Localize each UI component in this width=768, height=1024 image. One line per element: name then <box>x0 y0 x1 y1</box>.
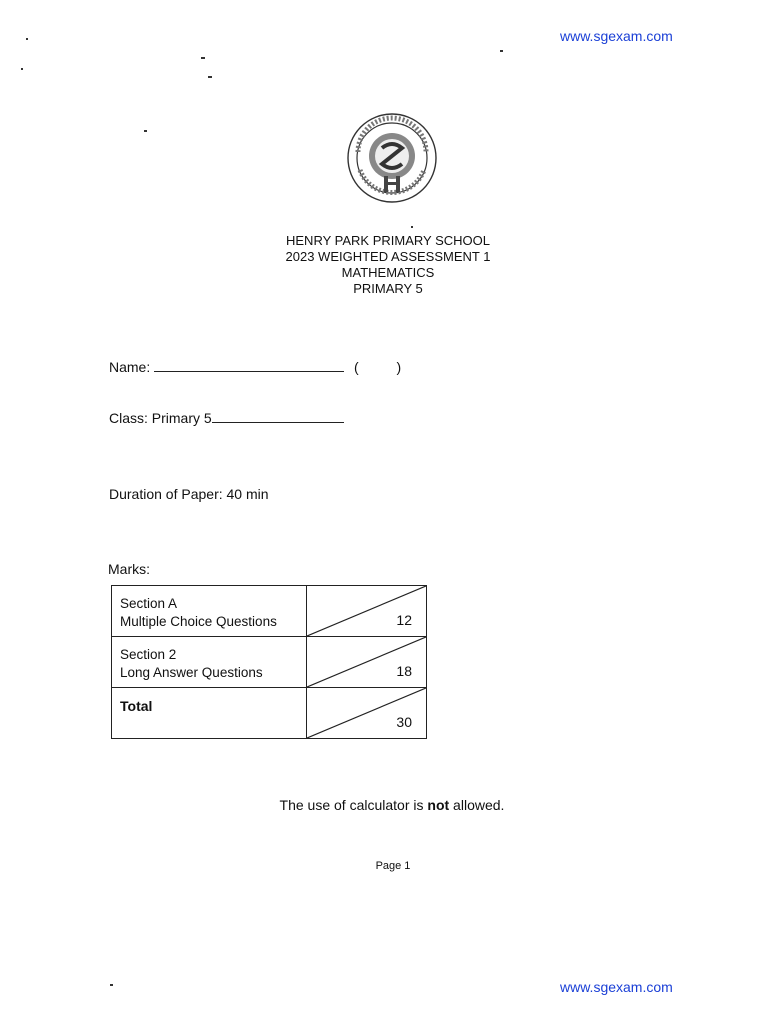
name-label: Name: <box>109 359 151 375</box>
scan-speck <box>411 226 413 228</box>
diagonal-line <box>307 688 426 738</box>
section-a-subtitle: Multiple Choice Questions <box>120 614 277 629</box>
diagonal-line <box>307 586 426 636</box>
name-field-row <box>109 359 401 375</box>
section-2-title: Section 2 <box>120 647 177 662</box>
section-2-score-cell <box>307 637 427 688</box>
sgexam-header-link[interactable]: www.sgexam.com <box>560 28 673 44</box>
class-label: Class: Primary 5 <box>109 410 212 426</box>
table-row <box>112 688 427 739</box>
section-a-score-cell <box>307 586 427 637</box>
section-a-title: Section A <box>120 596 178 611</box>
class-input-line[interactable] <box>212 410 344 423</box>
section-2-cell <box>112 637 307 688</box>
calculator-note <box>0 797 768 813</box>
school-name: HENRY PARK PRIMARY SCHOOL <box>286 233 490 248</box>
marks-label: Marks: <box>108 561 150 577</box>
sgexam-footer-link[interactable]: www.sgexam.com <box>560 979 673 995</box>
calculator-note-suffix: allowed. <box>449 797 505 813</box>
level-title: PRIMARY 5 <box>353 281 423 296</box>
total-score-cell <box>307 688 427 739</box>
class-field-row <box>109 410 344 426</box>
scan-speck <box>201 57 205 59</box>
total-score: 30 <box>396 714 412 730</box>
table-row <box>112 637 427 688</box>
marks-table <box>111 585 427 739</box>
duration-text: Duration of Paper: 40 min <box>109 486 269 502</box>
scan-speck <box>500 50 503 52</box>
section-a-cell <box>112 586 307 637</box>
calculator-note-emphasis: not <box>427 797 450 813</box>
title-block <box>0 233 768 297</box>
index-bracket-close: ) <box>396 359 402 375</box>
section-2-subtitle: Long Answer Questions <box>120 665 263 680</box>
scan-speck <box>21 68 23 70</box>
total-label: Total <box>120 698 153 714</box>
index-bracket-open: ( <box>354 359 359 375</box>
page-number: Page 1 <box>375 860 411 872</box>
scan-speck <box>110 984 113 986</box>
assessment-title: 2023 WEIGHTED ASSESSMENT 1 <box>285 249 491 264</box>
section-a-score: 12 <box>396 612 412 628</box>
diagonal-line <box>307 637 426 687</box>
subject-title: MATHEMATICS <box>341 265 435 280</box>
table-row <box>112 586 427 637</box>
name-input-line[interactable] <box>154 359 344 372</box>
calculator-note-prefix: The use of calculator is <box>279 797 428 813</box>
section-2-score: 18 <box>396 663 412 679</box>
scan-speck <box>144 130 147 132</box>
total-cell <box>112 688 307 739</box>
scan-speck <box>208 76 212 78</box>
school-crest-logo <box>346 112 438 204</box>
scan-speck <box>26 38 28 40</box>
